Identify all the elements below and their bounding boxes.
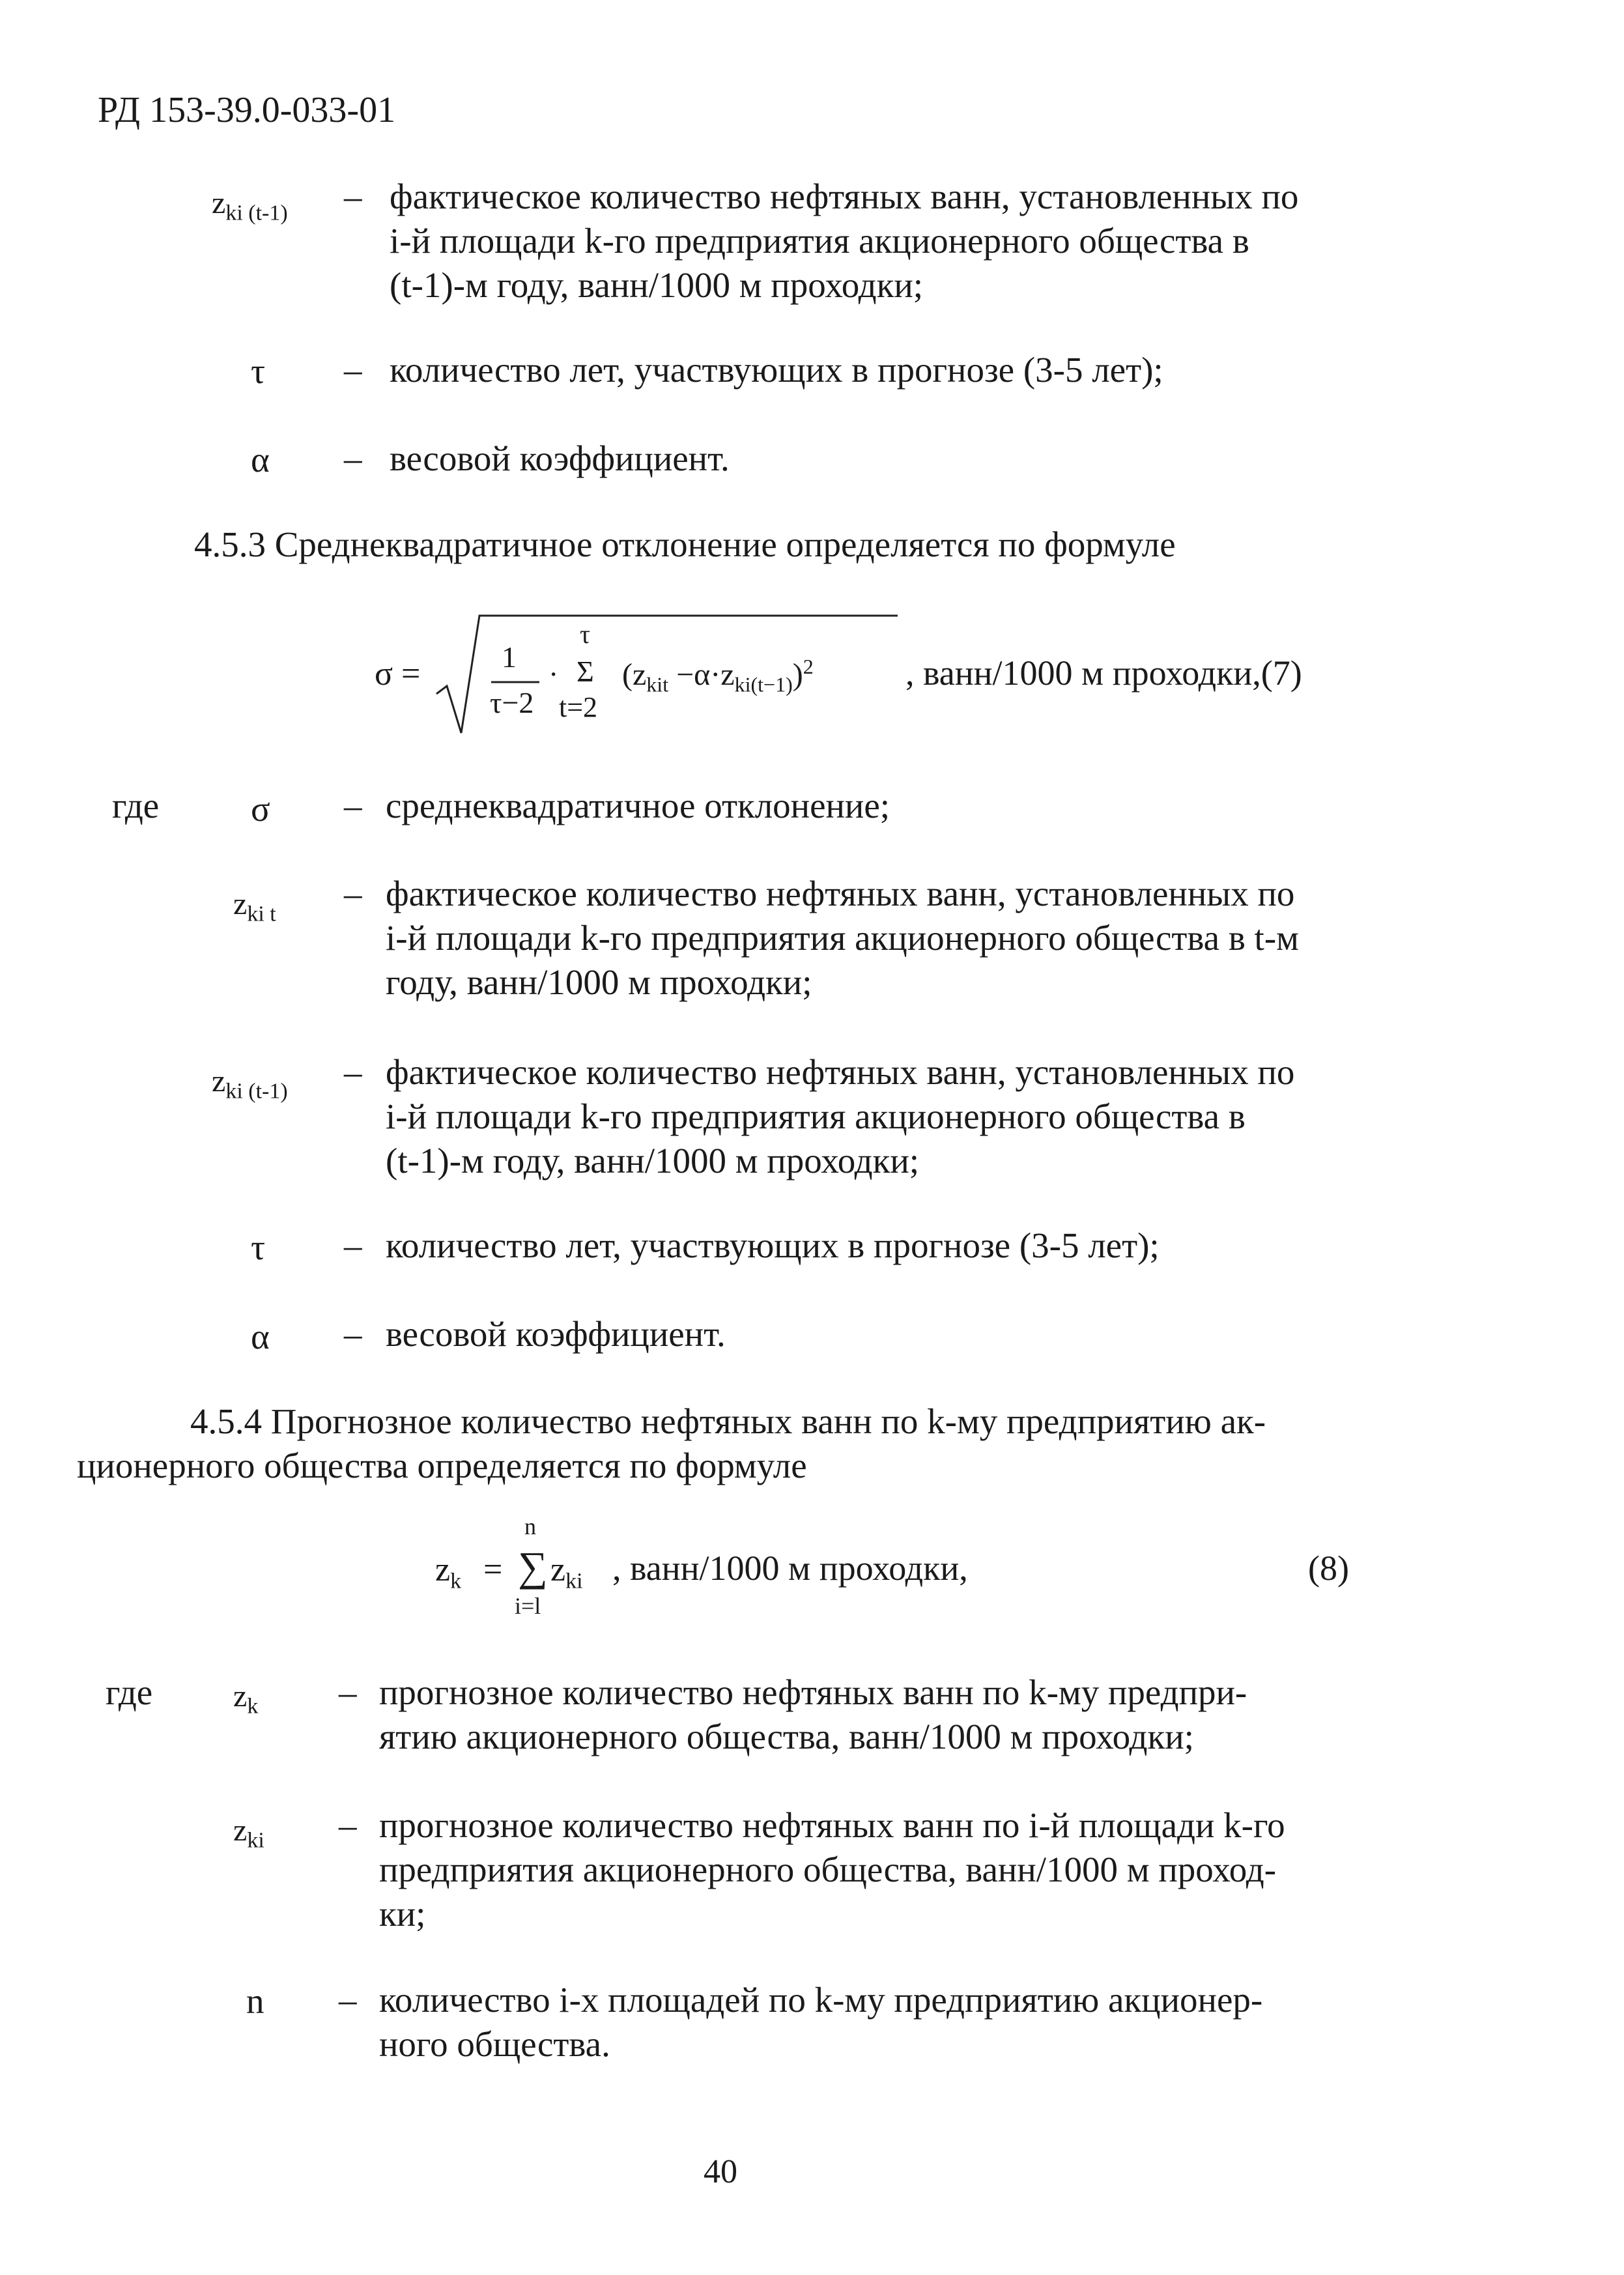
definition-line: предприятия акционерного общества, ванн/1000 м проход- xyxy=(379,1850,1277,1889)
dash: – xyxy=(344,1225,362,1265)
definition-line: количество лет, участвующих в прогнозе (3-5 лет); xyxy=(386,1225,1160,1265)
dash: – xyxy=(339,1805,357,1845)
symbol-n: n xyxy=(246,1981,264,2021)
symbol-zki-t: $z_{ki t}$ xyxy=(233,887,276,926)
definition-line: (t-1)-м году, ванн/1000 м проходки; xyxy=(386,1141,920,1180)
section-4-5-3-heading: 4.5.3 Среднеквадратичное отклонение определяется по формуле xyxy=(194,524,1176,564)
symbol-zki: $z_{ki}$ xyxy=(233,1813,264,1853)
definition-line: фактическое количество нефтяных ванн, установленных по xyxy=(386,874,1295,913)
definition-line: i-й площади k-го предприятия акционерного общества в t-м xyxy=(386,918,1299,958)
definition-line: ки; xyxy=(379,1894,426,1934)
dash: – xyxy=(344,874,362,913)
where-label: где xyxy=(106,1672,153,1712)
definition-line: ятию акционерного общества, ванн/1000 м проходки; xyxy=(379,1717,1194,1756)
section-4-5-4-line: ционерного общества определяется по формуле xyxy=(77,1446,807,1485)
definition-line: количество лет, участвующих в прогнозе (3-5 лет); xyxy=(390,350,1163,390)
dash: – xyxy=(344,177,362,216)
symbol-zki-t-1: $z_{ki (t-1)}$ xyxy=(212,1064,288,1104)
dash: – xyxy=(344,438,362,478)
section-4-5-4-line: 4.5.4 Прогнозное количество нефтяных ванн по k-му предприятию ак- xyxy=(190,1401,1266,1441)
dash: – xyxy=(344,1314,362,1354)
symbol-zk: $z_k$ xyxy=(233,1679,259,1719)
definition-line: весовой коэффициент. xyxy=(390,438,730,478)
definition-line: количество i-х площадей по k-му предприятию акционер- xyxy=(379,1980,1263,2020)
dash: – xyxy=(339,1980,357,2020)
where-label: где xyxy=(112,786,160,825)
symbol-zki-t-1: $z_{ki (t-1)}$ xyxy=(212,186,288,225)
definition-line: i-й площади k-го предприятия акционерного общества в xyxy=(386,1096,1246,1136)
dash: – xyxy=(344,350,362,390)
definition-line: прогнозное количество нефтяных ванн по i-й площади k-го xyxy=(379,1805,1285,1845)
definition-line: i-й площади k-го предприятия акционерного общества в xyxy=(390,221,1249,261)
dash: – xyxy=(344,1052,362,1092)
definition-line: фактическое количество нефтяных ванн, установленных по xyxy=(386,1052,1295,1092)
definition-line: фактическое количество нефтяных ванн, установленных по xyxy=(390,177,1299,216)
definition-line: (t-1)-м году, ванн/1000 м проходки; xyxy=(390,265,924,305)
symbol-alpha: α xyxy=(251,440,270,479)
page-number: 40 xyxy=(704,2153,737,2190)
definition-line: весовой коэффициент. xyxy=(386,1314,726,1354)
definition-line: году, ванн/1000 м проходки; xyxy=(386,962,812,1002)
document-code: РД 153-39.0-033-01 xyxy=(98,90,396,130)
definition-line: прогнозное количество нефтяных ванн по k-му предпри- xyxy=(379,1672,1247,1712)
definition-line: ного общества. xyxy=(379,2024,610,2064)
dash: – xyxy=(339,1672,357,1712)
symbol-sigma: σ xyxy=(251,789,270,829)
definition-line: среднеквадратичное отклонение; xyxy=(386,786,890,825)
dash: – xyxy=(344,786,362,825)
symbol-tau: τ xyxy=(251,1227,266,1267)
symbol-alpha: α xyxy=(251,1317,270,1356)
symbol-tau: τ xyxy=(251,351,266,391)
